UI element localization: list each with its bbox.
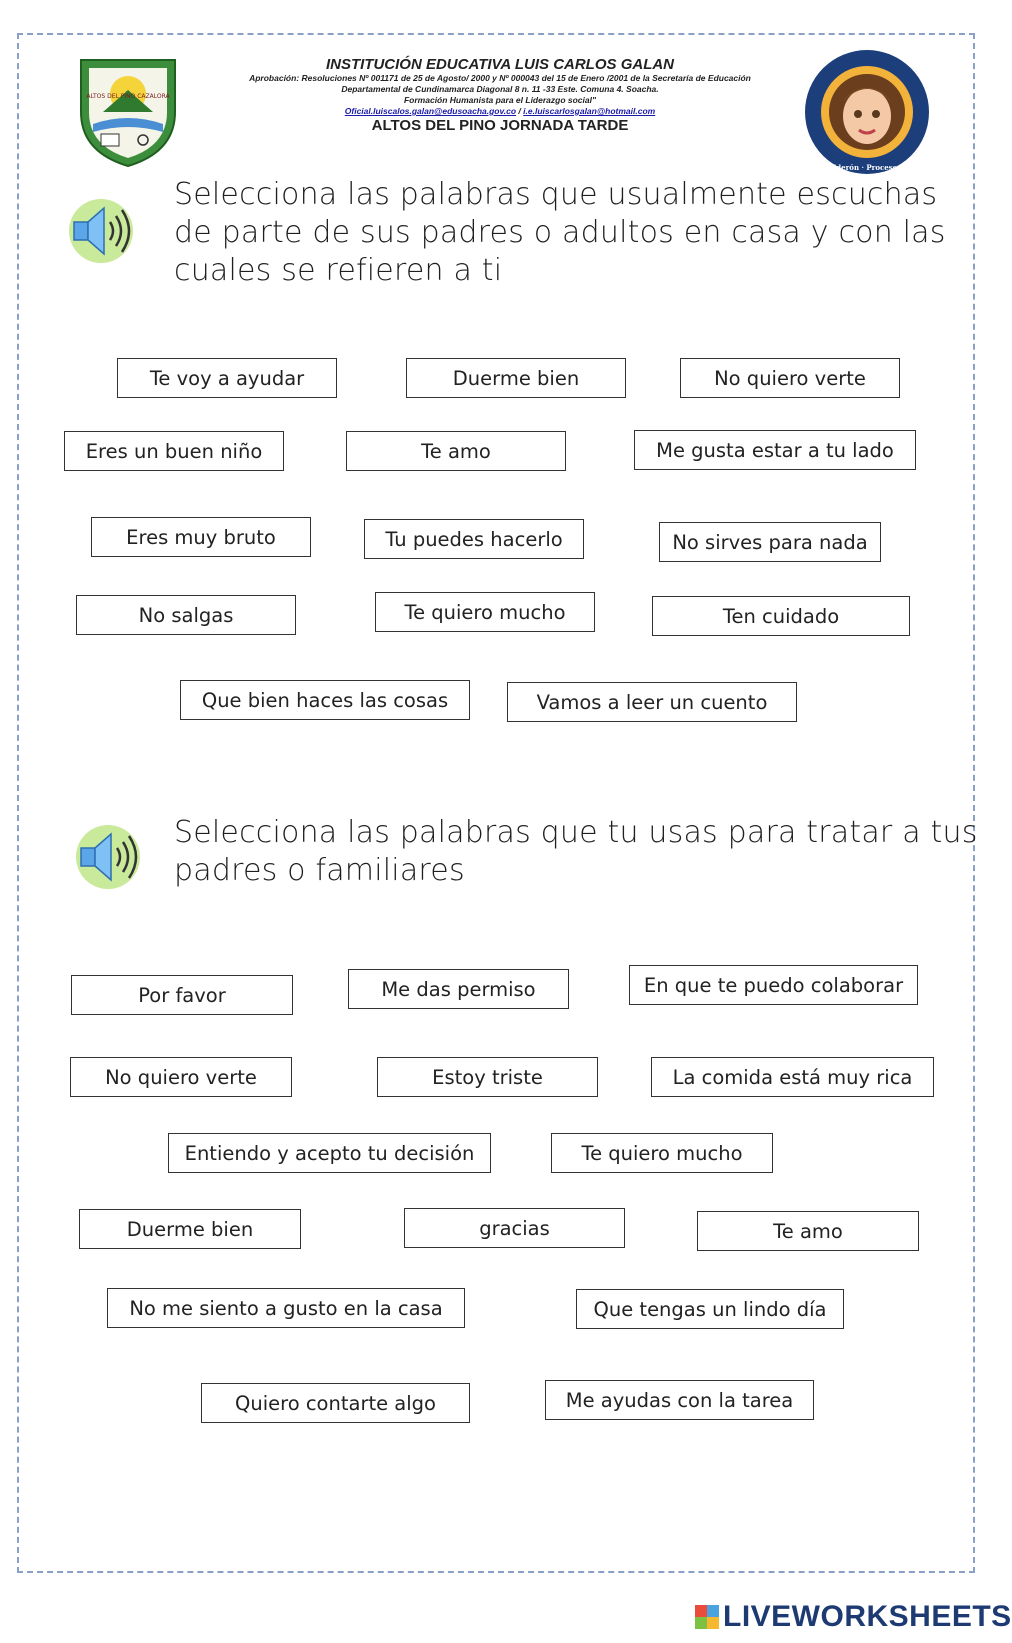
option-s2[interactable]: Quiero contarte algo — [201, 1383, 470, 1423]
institution-name: INSTITUCIÓN EDUCATIVA LUIS CARLOS GALAN — [325, 56, 675, 73]
speaker-audio-icon[interactable] — [71, 820, 145, 894]
option-s1[interactable]: Que bien haces las cosas — [180, 680, 470, 720]
option-s1[interactable]: Duerme bien — [406, 358, 626, 398]
option-s1[interactable]: Te quiero mucho — [375, 592, 595, 632]
option-s1[interactable]: Eres muy bruto — [91, 517, 311, 557]
option-s1[interactable]: Eres un buen niño — [64, 431, 284, 471]
question-1-line: Selecciona las palabras que usualmente escuchas — [174, 177, 938, 212]
crest-text: ALTOS DEL PINO CAZALORA — [86, 93, 170, 100]
brand-name: LIVEWORKSHEETS — [723, 1600, 1012, 1633]
option-s1[interactable]: No quiero verte — [680, 358, 900, 398]
motto-text: Formación Humanista para el Liderazgo social" — [403, 95, 597, 105]
option-s1[interactable]: Vamos a leer un cuento — [507, 682, 797, 722]
option-s2[interactable]: No me siento a gusto en la casa — [107, 1288, 465, 1328]
jornada-title: ALTOS DEL PINO JORNADA TARDE — [371, 117, 629, 134]
option-s1[interactable]: Tu puedes hacerlo — [364, 519, 584, 559]
option-s1[interactable]: No salgas — [76, 595, 296, 635]
email-link-official[interactable]: Oficial.luiscalos.galan@edusoacha.gov.co — [344, 106, 517, 116]
option-s2[interactable]: Me ayudas con la tarea — [545, 1380, 814, 1420]
option-s1[interactable]: Me gusta estar a tu lado — [634, 430, 916, 470]
approval-text: Aprobación: Resoluciones Nº 001171 de 25 de Agosto/ 2000 y Nº 000043 del 15 de Enero /2001 de la Secretaría de Educación — [249, 73, 751, 83]
option-s2[interactable]: Me das permiso — [348, 969, 569, 1009]
question-2-line: padres o familiares — [174, 853, 465, 888]
email-separator: / — [518, 106, 521, 116]
email-link-hotmail[interactable]: i.e.luiscarlosgalan@hotmail.com — [523, 106, 656, 116]
school-crest-icon — [73, 52, 183, 170]
option-s2[interactable]: En que te puedo colaborar — [629, 965, 918, 1005]
liveworksheets-footer — [695, 1600, 1012, 1634]
email-links — [200, 106, 800, 117]
question-2-line: Selecciona las palabras que tu usas para tratar a tus — [174, 815, 978, 850]
option-s1[interactable]: Te amo — [346, 431, 566, 471]
question-1 — [174, 176, 946, 290]
option-s1[interactable]: Ten cuidado — [652, 596, 910, 636]
option-s2[interactable]: No quiero verte — [70, 1057, 292, 1097]
badge-text: Lic. Yohana Calderón · Procesos Básicos 2021. — [776, 163, 958, 172]
option-s1[interactable]: No sirves para nada — [659, 522, 881, 562]
option-s1[interactable]: Te voy a ayudar — [117, 358, 337, 398]
question-1-line: cuales se refieren a ti — [174, 253, 503, 288]
option-s2[interactable]: Duerme bien — [79, 1209, 301, 1249]
option-s2[interactable]: Que tengas un lindo día — [576, 1289, 844, 1329]
teacher-badge-icon — [776, 48, 958, 176]
school-header — [200, 56, 800, 135]
speaker-audio-icon[interactable] — [64, 194, 138, 268]
option-s2[interactable]: La comida está muy rica — [651, 1057, 934, 1097]
option-s2[interactable]: gracias — [404, 1208, 625, 1248]
option-s2[interactable]: Te amo — [697, 1211, 919, 1251]
option-s2[interactable]: Entiendo y acepto tu decisión — [168, 1133, 491, 1173]
question-1-line: de parte de sus padres o adultos en casa y con las — [174, 215, 946, 250]
liveworksheets-logo-icon — [695, 1605, 719, 1629]
option-s2[interactable]: Te quiero mucho — [551, 1133, 773, 1173]
question-2 — [174, 814, 978, 890]
option-s2[interactable]: Por favor — [71, 975, 293, 1015]
option-s2[interactable]: Estoy triste — [377, 1057, 598, 1097]
address-text: Departamental de Cundinamarca Diagonal 8 n. 11 -33 Este. Comuna 4. Soacha. — [341, 84, 659, 94]
